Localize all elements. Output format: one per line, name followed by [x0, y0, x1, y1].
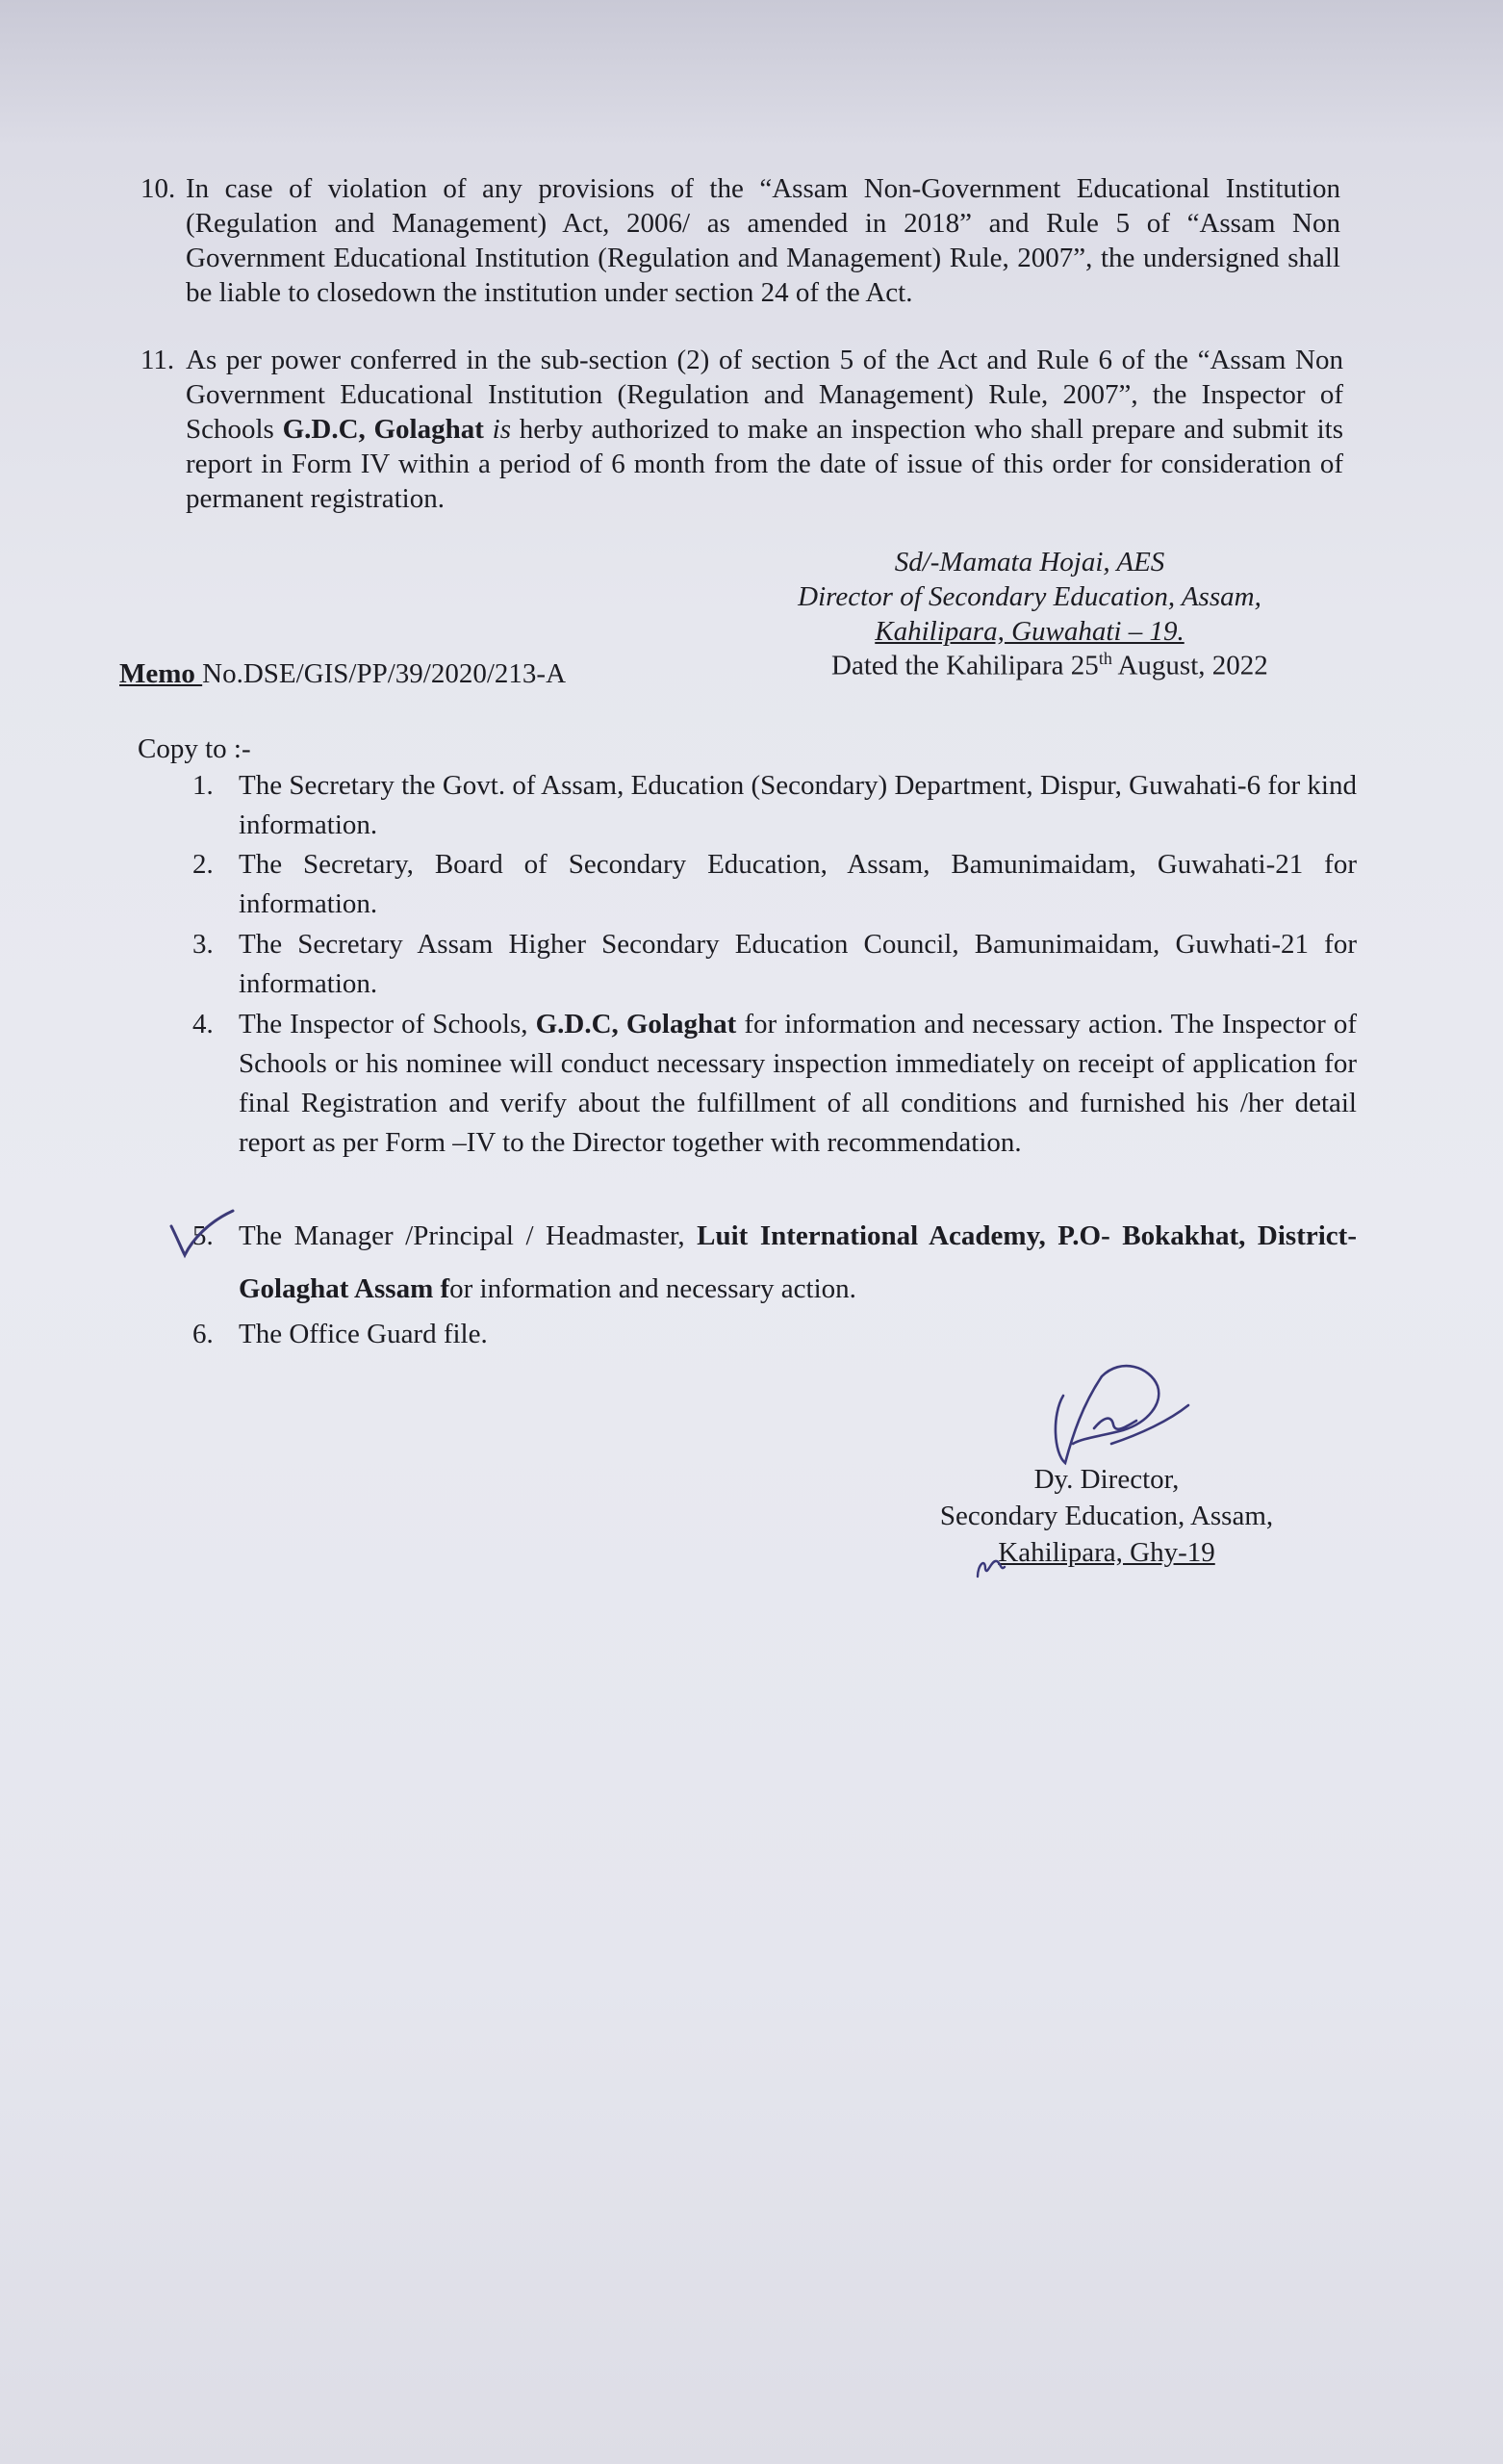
copy-item-6: The Office Guard file. [239, 1319, 488, 1349]
copy-to-heading: Copy to :- [138, 733, 251, 764]
copy-item-5: The Manager /Principal / Headmaster, Luit International Academy, P.O- Bokakhat, District- Golaghat Assam for information and necessary action. [239, 1220, 1357, 1304]
deputy-director-department: Secondary Education, Assam, [939, 1501, 1274, 1531]
item-10-text: In case of violation of any provisions of the “Assam Non-Government Educational Institution (Regulation and Management) Act, 2006/ as amended in 2018” and Rule 5 of “Assam Non Government Educational Institution (Regulation and Management) Rule, 2007”, the undersigned shall be liable to closedown the institution under section 24 of the Act. [186, 173, 1340, 308]
deputy-director-signature-block [885, 1461, 1328, 1571]
copy-item-number: 4. [192, 1009, 214, 1040]
director-signature-block [731, 545, 1328, 649]
deputy-director-address: Kahilipara, Ghy-19 [998, 1537, 1215, 1568]
copy-item-2: The Secretary, Board of Secondary Education, Assam, Bamunimaidam, Guwahati-21 for information. [239, 849, 1357, 919]
copy-item-number: 6. [192, 1319, 214, 1349]
copy-item-number: 2. [192, 849, 214, 880]
director-title: Director of Secondary Education, Assam, [798, 581, 1261, 612]
copy-item-number: 1. [192, 770, 214, 801]
check-mark-icon [164, 1205, 241, 1263]
director-address: Kahilipara, Guwahati – 19. [875, 616, 1185, 647]
copy-item-number: 3. [192, 929, 214, 960]
copy-item-3: The Secretary Assam Higher Secondary Education Council, Bamunimaidam, Guwhati-21 for information. [239, 929, 1357, 999]
memo-number: Memo No.DSE/GIS/PP/39/2020/213-A [119, 658, 567, 689]
initial-mark-icon [972, 1548, 1010, 1580]
copy-item-1: The Secretary the Govt. of Assam, Education (Secondary) Department, Dispur, Guwahati-6 for kind information. [239, 770, 1357, 840]
copy-item-4: The Inspector of Schools, G.D.C, Golaghat for information and necessary action. The Inspector of Schools or his nominee will conduct necessary inspection immediately on receipt of application for final Registration and verify about the fulfillment of all conditions and furnished his /her detail report as per Form –IV to the Director together with recommendation. [239, 1009, 1357, 1158]
item-10-number: 10. [140, 173, 176, 204]
copy-item-number: 5. [192, 1220, 214, 1251]
item-11-number: 11. [140, 345, 175, 375]
memo-date: Dated the Kahilipara 25th August, 2022 [831, 649, 1268, 681]
director-name: Sd/-Mamata Hojai, AES [894, 547, 1165, 578]
deputy-director-title: Dy. Director, [1033, 1464, 1180, 1495]
item-11-text: As per power conferred in the sub-section (2) of section 5 of the Act and Rule 6 of the “Assam Non Government Educational Institution (Regulation and Management) Rule, 2007”, the Inspector of Schools G.D.C, Golaghat is herby authorized to make an inspection who shall prepare and submit its report in Form IV within a period of 6 month from the date of issue of this order for consideration of permanent registration. [186, 345, 1344, 514]
